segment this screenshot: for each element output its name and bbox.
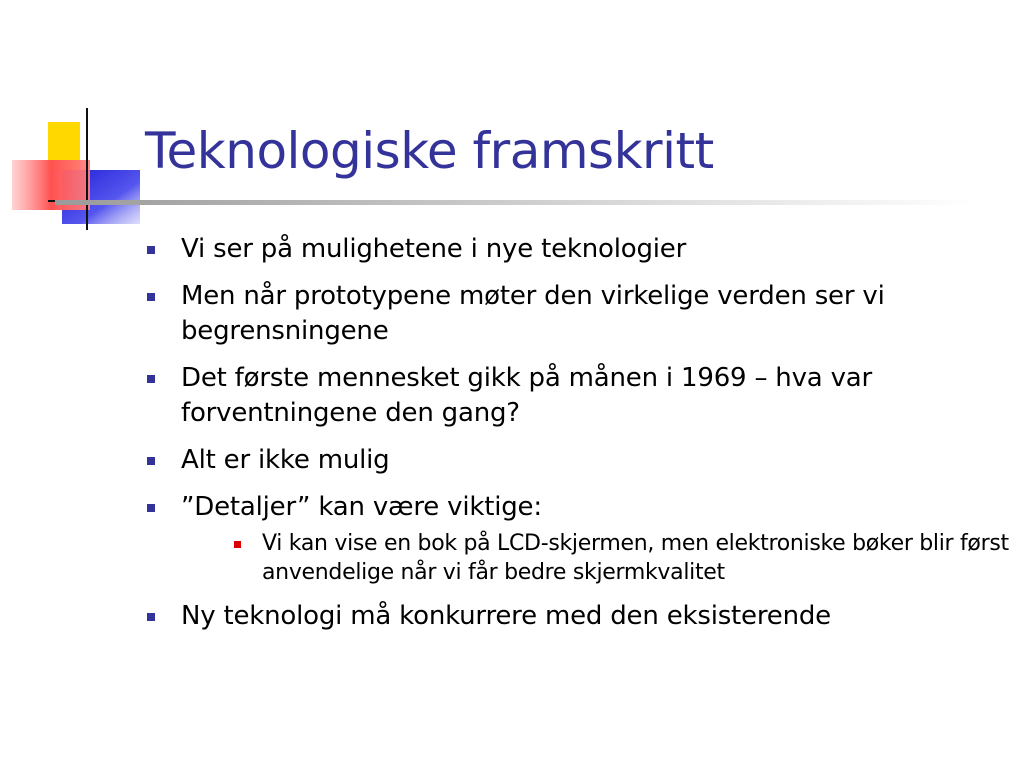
bullet-text: Men når prototypene møter den virkelige verden ser vi begrensningene bbox=[181, 281, 885, 346]
sub-bullet-text: Vi kan vise en bok på LCD-skjermen, men elektroniske bøker blir først anvendelige når vi får bedre skjermkvalitet bbox=[262, 531, 1009, 585]
list-item bbox=[145, 361, 1015, 431]
slide-title: Teknologiske framskritt bbox=[145, 122, 714, 180]
bullet-text: Alt er ikke mulig bbox=[181, 445, 390, 475]
bullet-list bbox=[145, 232, 1015, 646]
bullet-text: ”Detaljer” kan være viktige: bbox=[181, 492, 542, 522]
square-bullet-icon bbox=[147, 293, 155, 301]
square-bullet-icon bbox=[147, 375, 155, 383]
bullet-text: Det første mennesket gikk på månen i 1969 – hva var forventningene den gang? bbox=[181, 363, 872, 428]
square-bullet-icon bbox=[147, 246, 155, 254]
list-item bbox=[145, 443, 1015, 478]
bullet-text: Vi ser på mulighetene i nye teknologier bbox=[181, 234, 687, 264]
title-underline bbox=[55, 200, 975, 205]
bullet-text: Ny teknologi må konkurrere med den eksisterende bbox=[181, 601, 831, 631]
sub-list-item bbox=[226, 529, 1015, 587]
square-bullet-icon bbox=[147, 504, 155, 512]
red-square-bullet-icon bbox=[234, 541, 241, 548]
square-bullet-icon bbox=[147, 613, 155, 621]
sub-bullet-list bbox=[181, 529, 1015, 587]
list-item bbox=[145, 232, 1015, 267]
list-item bbox=[145, 279, 1015, 349]
square-bullet-icon bbox=[147, 457, 155, 465]
list-item bbox=[145, 490, 1015, 587]
list-item bbox=[145, 599, 1015, 634]
